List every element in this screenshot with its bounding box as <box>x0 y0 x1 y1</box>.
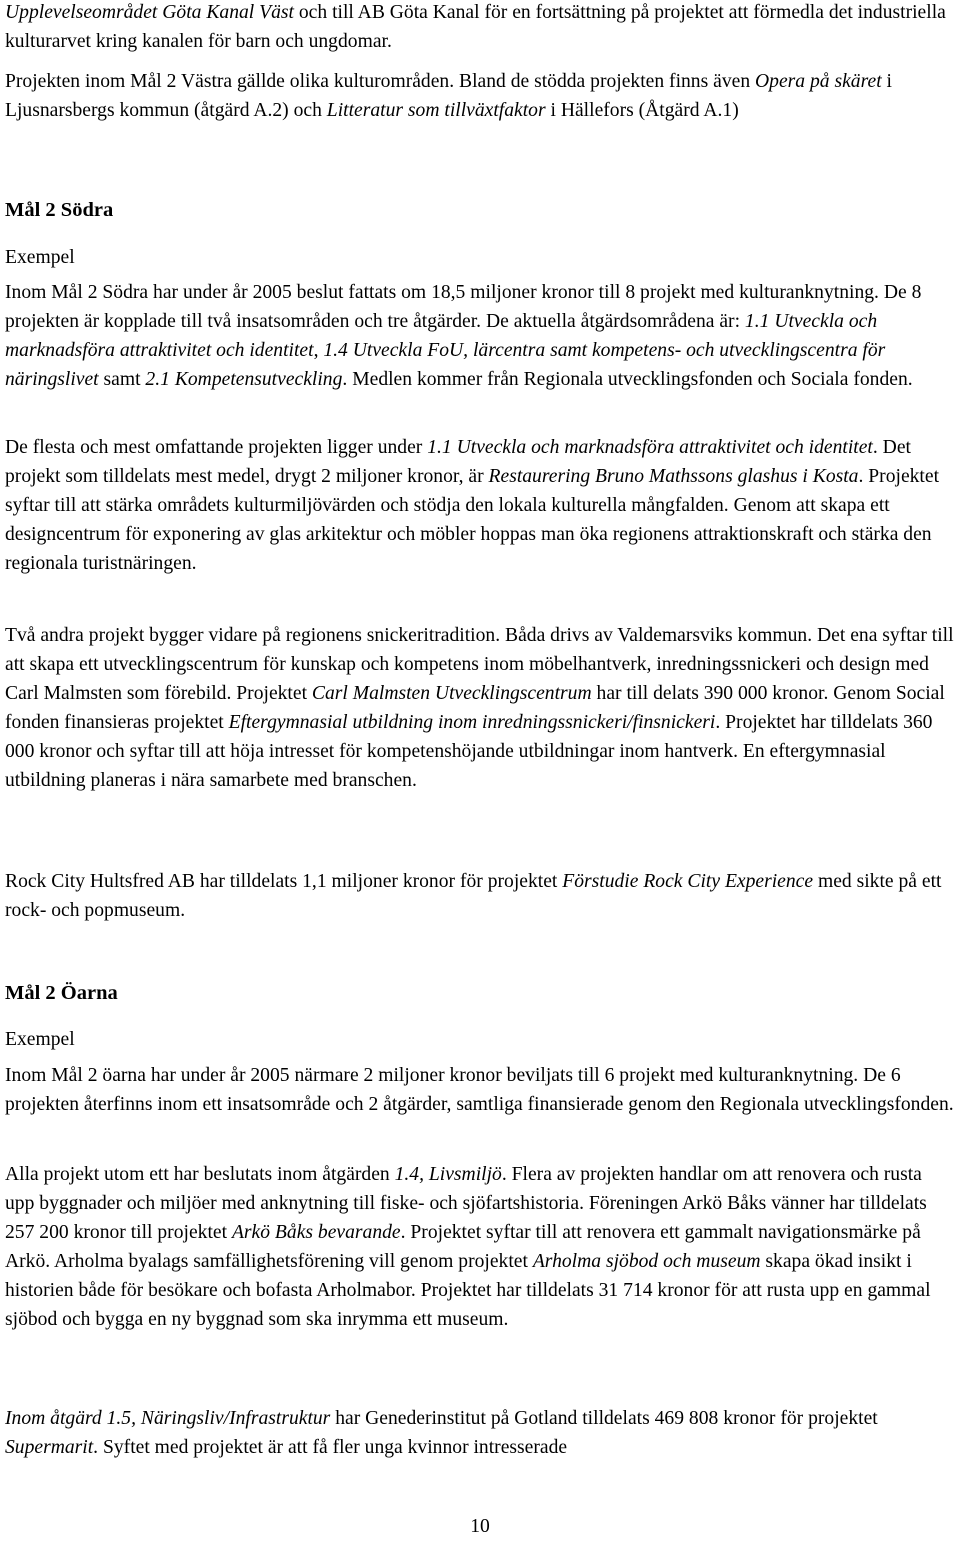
p-oarna3-run-3: . Syftet med projektet är att få fler unga kvinnor intresserade <box>93 1437 568 1458</box>
p-intro2-run-2: i Ljusnarsbergs kommun (åtgärd A.2) och <box>5 71 892 121</box>
p-sodra3-run-2: har till delats 390 000 kronor. Genom Social fonden finansieras projektet <box>5 683 945 733</box>
paragraph-sodra-1 <box>5 278 955 394</box>
p-oarna2-run-6: skapa ökad insikt i historien både för besökare och bofasta Arholmabor. Projektet har tilldelats 31 714 kronor för att rusta upp en gammal sjöbod och bygga en ny byggnad som ska inrymma ett museum. <box>5 1251 931 1330</box>
p-oarna1-run-0: Inom Mål 2 öarna har under år 2005 närmare 2 miljoner kronor beviljats till 6 projekt med kulturanknytning. De 6 projekten återfinns inom ett insatsområde och 2 åtgärder, samtliga finansierade genom den Regionala utvecklingsfonden. <box>5 1065 954 1115</box>
p-sodra2-run-1: 1.1 Utveckla och marknadsföra attraktivitet och identitet <box>427 437 873 458</box>
page-number: 10 <box>470 1516 490 1537</box>
paragraph-intro-1 <box>5 0 955 56</box>
heading-mal2-oarna <box>5 979 955 1008</box>
p-intro1-run-0: Upplevelseområdet Göta Kanal Väst <box>5 2 294 23</box>
ex-oarna-run-0: Exempel <box>5 1029 75 1050</box>
p-sodra3-run-0: Två andra projekt bygger vidare på regionens snickeritradition. Båda drivs av Valdemarsviks kommun. Det ena syftar till att skapa ett utvecklingscentrum för kunskap och kompetens inom möbelhantverk, inredningssnickeri och design med Carl Malmsten som förebild. Projektet <box>5 625 954 704</box>
p-sodra4-run-1: Förstudie Rock City Experience <box>562 871 814 892</box>
h-oarna-run-0: Mål 2 Öarna <box>5 982 118 1004</box>
p-oarna3-run-2: Supermarit <box>5 1437 94 1458</box>
heading-mal2-sodra <box>5 196 955 225</box>
p-oarna3-run-0: Inom åtgärd 1.5, Näringsliv/Infrastruktur <box>5 1408 331 1429</box>
p-oarna2-run-4: . Projektet syftar till att renovera ett gammalt navigationsmärke på Arkö. Arholma byalags samfällighetsförening vill genom projektet <box>5 1222 921 1272</box>
p-sodra1-run-1: 1.1 Utveckla och marknadsföra attraktivitet och identitet <box>5 311 878 361</box>
p-oarna2-run-3: Arkö Båks bevarande <box>231 1222 401 1243</box>
label-exempel-sodra <box>5 243 955 272</box>
p-sodra3-run-1: Carl Malmsten Utvecklingscentrum <box>311 683 592 704</box>
paragraph-oarna-3 <box>5 1404 955 1462</box>
p-oarna3-run-1: har Genederinstitut på Gotland tilldelats 469 808 kronor för projektet <box>330 1408 878 1429</box>
p-intro1-run-1: och till AB Göta Kanal för en fortsättning på projektet att förmedla det industriella kulturarvet kring kanalen för barn och ungdomar. <box>5 2 946 52</box>
p-sodra4-run-0: Rock City Hultsfred AB har tilldelats 1,1 miljoner kronor för projektet <box>5 871 563 892</box>
p-oarna2-run-1: 1.4, Livsmiljö <box>394 1164 502 1185</box>
p-sodra4-run-2: med sikte på ett rock- och popmuseum. <box>5 871 942 921</box>
p-intro2-run-1: Opera på skäret <box>755 71 882 92</box>
p-sodra2-run-3: Restaurering Bruno Mathssons glashus i Kosta <box>488 466 859 487</box>
p-sodra1-run-6: . Medlen kommer från Regionala utvecklingsfonden och Sociala fonden. <box>342 369 913 390</box>
p-intro2-run-3: Litteratur som tillväxtfaktor <box>326 100 546 121</box>
paragraph-intro-2 <box>5 67 955 125</box>
p-oarna2-run-2: . Flera av projekten handlar om att renovera och rusta upp byggnader och miljöer med anknytning till fiske- och sjöfartshistoria. Föreningen Arkö Båks vänner har tilldelats 257 200 kronor till projektet <box>5 1164 927 1243</box>
label-exempel-oarna <box>5 1025 955 1054</box>
p-sodra3-run-4: . Projektet har tilldelats 360 000 kronor och syftar till att höja intresset för kompetenshöjande utbildningar inom hantverk. En eftergymnasial utbildning planeras i nära samarbete med branschen. <box>5 712 933 791</box>
p-sodra2-run-4: . Projektet syftar till att stärka områdets kulturmiljövärden och stödja den lokala kulturella mångfalden. Genom att skapa ett designcentrum för exponering av glas arkitektur och möbler hoppas man öka regionens attraktionskraft och stärka den regionala turistnäringen. <box>5 466 940 574</box>
p-sodra1-run-4: samt <box>98 369 146 390</box>
p-oarna2-run-0: Alla projekt utom ett har beslutats inom åtgärden <box>5 1164 395 1185</box>
paragraph-sodra-3 <box>5 621 955 795</box>
paragraph-oarna-1 <box>5 1061 955 1119</box>
h-sodra-run-0: Mål 2 Södra <box>5 199 114 221</box>
p-intro2-run-4: i Hällefors (Åtgärd A.1) <box>545 100 739 121</box>
p-sodra2-run-2: . Det projekt som tilldelats mest medel, drygt 2 miljoner kronor, är <box>5 437 911 487</box>
paragraph-oarna-2 <box>5 1160 955 1334</box>
p-sodra1-run-3: 1.4 Utveckla FoU, lärcentra samt kompetens- och utvecklingscentra för näringslivet <box>5 340 886 390</box>
paragraph-sodra-4 <box>5 867 955 925</box>
ex-sodra-run-0: Exempel <box>5 247 75 268</box>
p-sodra1-run-5: 2.1 Kompetensutveckling <box>145 369 343 390</box>
p-sodra1-run-0: Inom Mål 2 Södra har under år 2005 beslut fattats om 18,5 miljoner kronor till 8 projekt med kulturanknytning. De 8 projekten är kopplade till två insatsområden och tre åtgärder. De aktuella åtgärdsområdena är: <box>5 282 922 332</box>
p-sodra3-run-3: Eftergymnasial utbildning inom inredningssnickeri/finsnickeri <box>228 712 716 733</box>
p-sodra1-run-2: , <box>313 340 324 361</box>
paragraph-sodra-2 <box>5 433 955 578</box>
p-sodra2-run-0: De flesta och mest omfattande projekten ligger under <box>5 437 428 458</box>
p-intro2-run-0: Projekten inom Mål 2 Västra gällde olika kulturområden. Bland de stödda projekten finns även <box>5 71 756 92</box>
p-oarna2-run-5: Arholma sjöbod och museum <box>532 1251 761 1272</box>
